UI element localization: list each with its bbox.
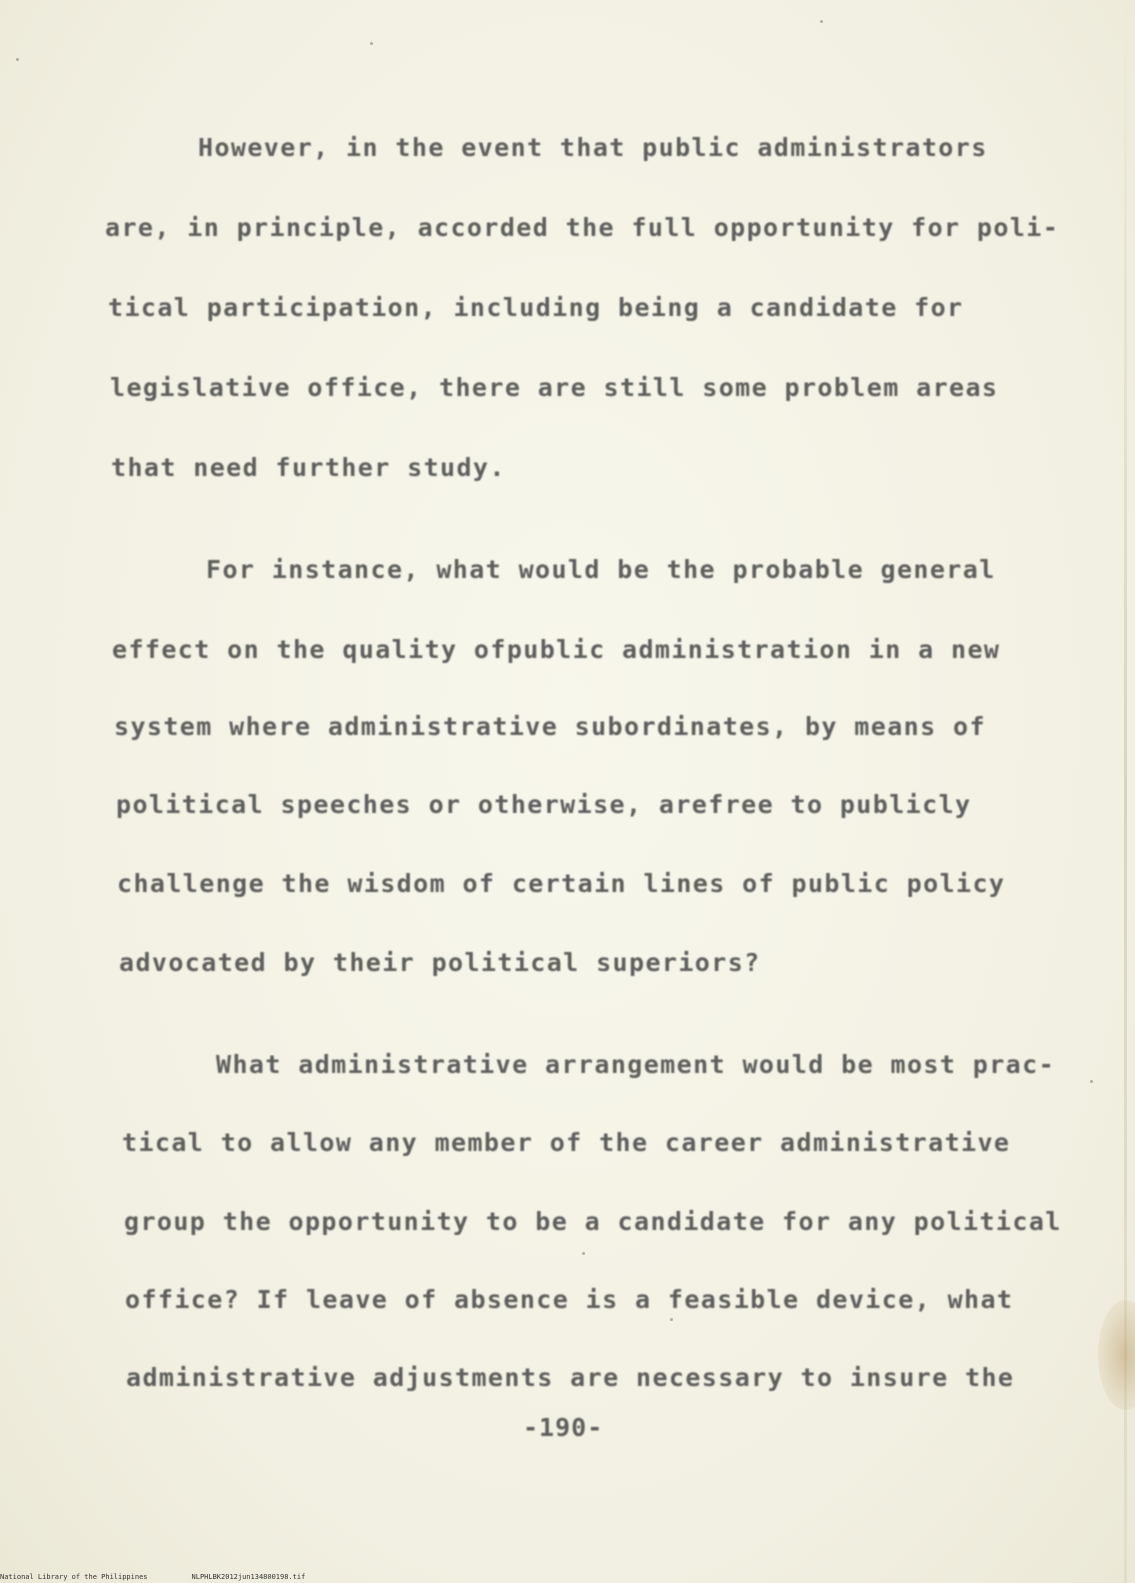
text-line: effect on the quality ofpublic administration in a new <box>112 635 1001 664</box>
text-line: What administrative arrangement would be most prac- <box>216 1050 1056 1079</box>
text-line: are, in principle, accorded the full opportunity for poli- <box>105 213 1060 242</box>
text-line: system where administrative subordinates, by means of <box>114 712 986 741</box>
paper-speck <box>670 1318 673 1321</box>
paper-speck <box>1090 1080 1093 1083</box>
text-line: advocated by their political superiors? <box>119 948 761 977</box>
footer-file-id: NLPHLBK2012jun134800198.tif <box>191 1573 306 1581</box>
paper-speck <box>820 20 823 23</box>
text-line: tical to allow any member of the career administrative <box>122 1128 1011 1157</box>
text-line: that need further study. <box>111 453 506 482</box>
text-line: tical participation, including being a candidate for <box>108 293 964 322</box>
footer-library: National Library of the Philippines <box>0 1573 148 1581</box>
paper-speck <box>370 42 373 45</box>
paper-speck <box>16 58 19 61</box>
page-number: -190- <box>523 1413 604 1442</box>
paper-stain <box>1098 1300 1135 1410</box>
text-line: political speeches or otherwise, arefree to publicly <box>116 790 972 819</box>
text-line: administrative adjustments are necessary to insure the <box>126 1363 1015 1392</box>
text-line: group the opportunity to be a candidate for any political <box>124 1207 1062 1236</box>
text-line: challenge the wisdom of certain lines of public policy <box>117 869 1006 898</box>
text-line: For instance, what would be the probable general <box>206 555 996 584</box>
scan-footer <box>0 1573 349 1581</box>
text-line: However, in the event that public administrators <box>198 133 988 162</box>
paper-speck <box>582 1252 585 1255</box>
text-line: legislative office, there are still some problem areas <box>110 373 999 402</box>
text-line: office? If leave of absence is a feasible device, what <box>125 1285 1014 1314</box>
